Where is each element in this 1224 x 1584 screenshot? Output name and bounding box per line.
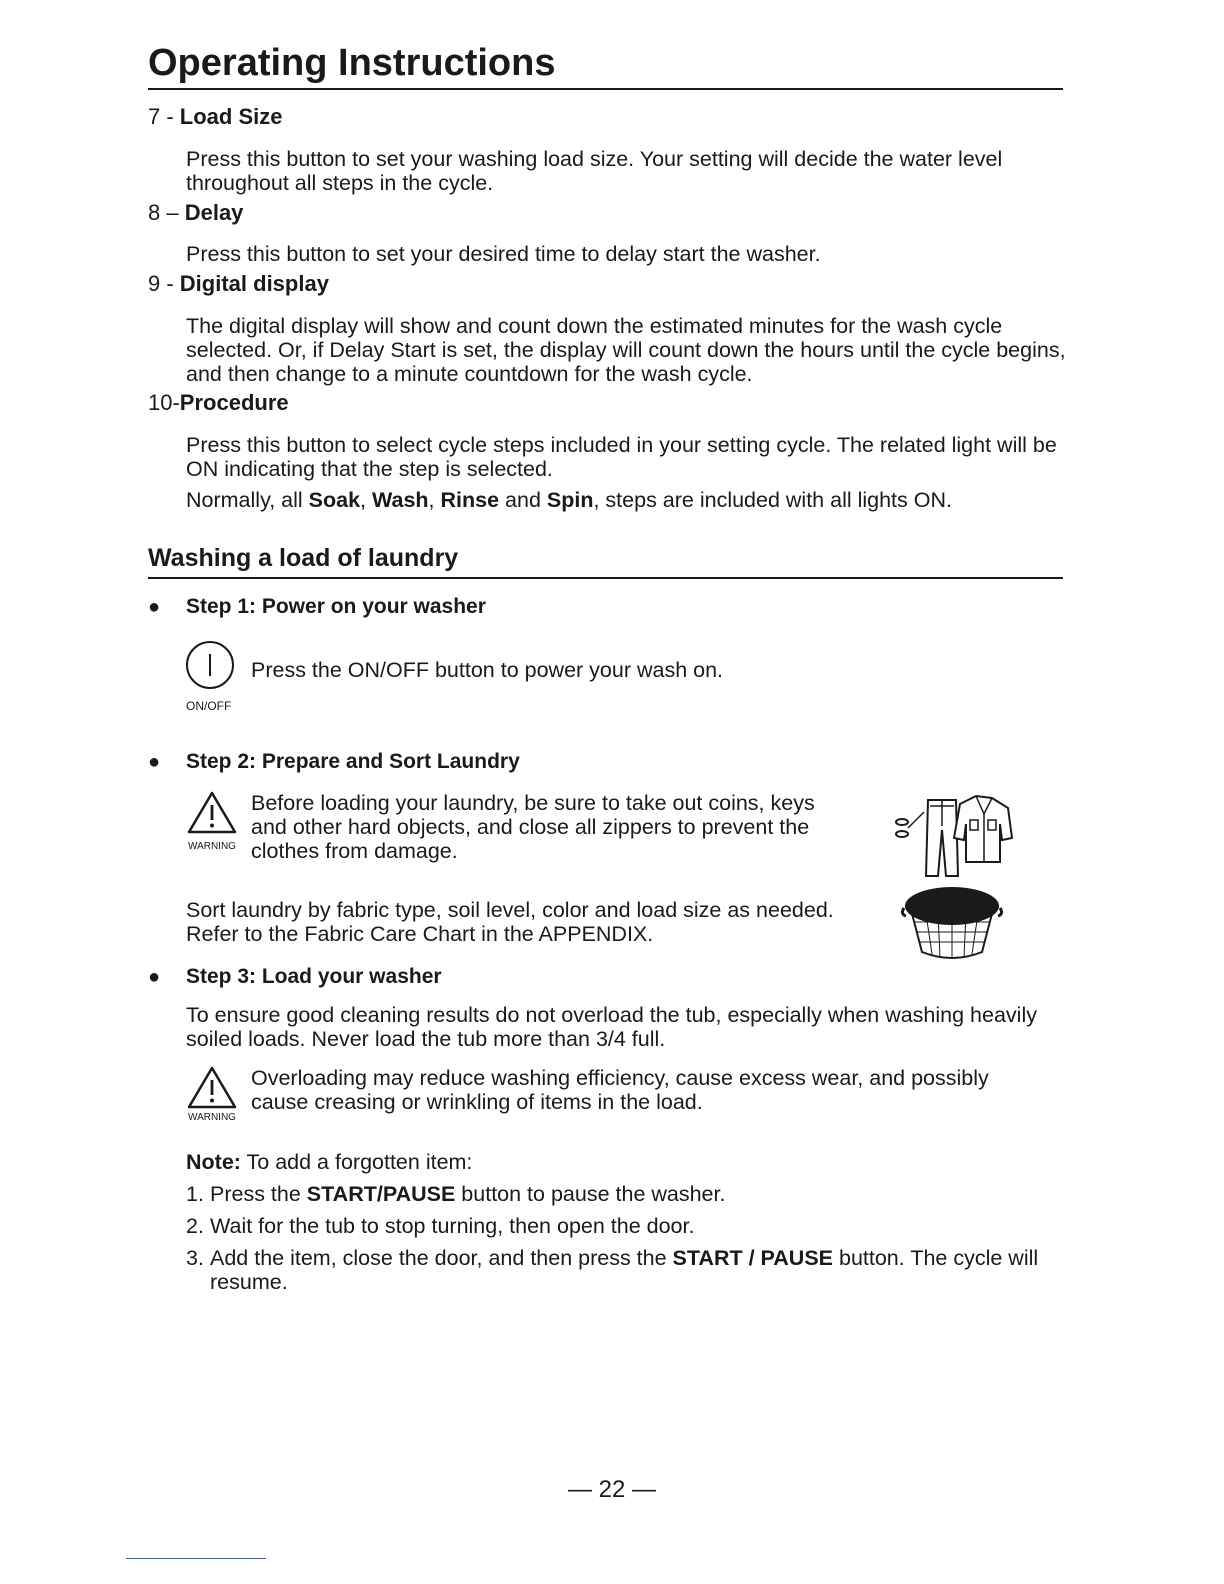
section-title: Washing a load of laundry <box>148 543 1063 579</box>
button-name: START / PAUSE <box>672 1246 834 1270</box>
step-title: Step 3: Load your washer <box>186 965 442 988</box>
power-icon <box>186 641 234 689</box>
item-number: 10- <box>148 390 180 415</box>
rinse-label: Rinse <box>440 488 500 512</box>
warning-icon <box>186 790 238 834</box>
list-item <box>186 1214 1046 1238</box>
item-procedure-text: Press this button to select cycle steps included in your setting cycle. The related light will be ON indicating that the step is selected. <box>186 433 1057 481</box>
item-delay-heading <box>148 200 243 226</box>
bullet: ● <box>148 751 161 773</box>
text-run: Press the <box>210 1182 307 1206</box>
list-number: 3. <box>186 1246 204 1270</box>
page-title: Operating Instructions <box>148 40 1063 90</box>
step-1-text: Press the ON/OFF button to power your wash on. <box>251 658 724 682</box>
text-run: button to pause the washer. <box>455 1182 726 1206</box>
warning-caption: WARNING <box>188 841 236 852</box>
list-number: 1. <box>186 1182 204 1206</box>
step-1-heading <box>148 594 486 620</box>
procedure-note <box>186 488 1066 512</box>
item-delay-text: Press this button to set your desired time to delay start the washer. <box>186 242 821 266</box>
text-run: , <box>360 488 372 512</box>
text-run: To add a forgotten item: <box>240 1150 473 1174</box>
bullet: ● <box>148 966 161 988</box>
list-item <box>186 1182 1046 1206</box>
item-number: 9 - <box>148 271 180 296</box>
text-run: and <box>499 488 547 512</box>
note-label: Note: <box>186 1150 241 1174</box>
note-list <box>186 1182 1046 1302</box>
step-title: Step 1: Power on your washer <box>186 595 486 618</box>
item-label: Procedure <box>179 390 289 415</box>
button-name: START/PAUSE <box>306 1182 456 1206</box>
item-number: 8 – <box>148 200 185 225</box>
item-procedure-heading <box>148 390 289 416</box>
step-3-warning-text: Overloading may reduce washing efficiency, cause excess wear, and possibly cause creasing or wrinkling of items in the load. <box>251 1066 989 1114</box>
item-label: Delay <box>184 200 244 225</box>
bullet: ● <box>148 596 161 618</box>
step-2-warning-text: Before loading your laundry, be sure to take out coins, keys and other hard objects, and close all zippers to prevent the clothes from damage. <box>251 791 815 863</box>
step-title: Step 2: Prepare and Sort Laundry <box>186 750 520 773</box>
text-run: , <box>428 488 441 512</box>
power-icon-caption: ON/OFF <box>186 699 232 713</box>
bottom-rule <box>126 1558 266 1559</box>
spin-label: Spin <box>546 488 594 512</box>
step-2-text: Sort laundry by fabric type, soil level, color and load size as needed. Refer to the Fabric Care Chart in the APPENDIX. <box>186 898 834 946</box>
text-run: Wait for the tub to stop turning, then open the door. <box>210 1214 695 1238</box>
text-run: button. The cycle will resume. <box>210 1246 1039 1294</box>
list-number: 2. <box>186 1214 204 1238</box>
page-number: — 22 — <box>567 1476 657 1503</box>
wash-label: Wash <box>372 488 429 512</box>
laundry-basket-illustration <box>900 884 1004 964</box>
clothes-illustration <box>888 790 1020 882</box>
list-item <box>186 1246 1046 1294</box>
item-number: 7 - <box>148 104 180 129</box>
warning-icon <box>186 1065 238 1109</box>
item-label: Load Size <box>179 104 283 129</box>
step-3-text: To ensure good cleaning results do not overload the tub, especially when washing heavily soiled loads. Never load the tub more than 3/4 full. <box>186 1003 1037 1051</box>
text-run: Normally, all <box>186 488 309 512</box>
note-intro <box>186 1150 1066 1174</box>
text-run: , steps are included with all lights ON. <box>593 488 952 512</box>
item-digital-display-text: The digital display will show and count down the estimated minutes for the wash cycle selected. Or, if Delay Start is set, the display will count down the hours until the cycle begins, and then change to a minute countdown for the wash cycle. <box>186 314 1066 386</box>
text-run: Add the item, close the door, and then press the <box>210 1246 673 1270</box>
step-3-heading <box>148 964 442 990</box>
item-label: Digital display <box>179 271 329 296</box>
item-load-size-text: Press this button to set your washing load size. Your setting will decide the water level throughout all steps in the cycle. <box>186 147 1003 195</box>
soak-label: Soak <box>308 488 361 512</box>
item-digital-display-heading <box>148 271 329 297</box>
warning-caption: WARNING <box>188 1112 236 1123</box>
item-load-size-heading <box>148 104 282 130</box>
step-2-heading <box>148 749 520 775</box>
